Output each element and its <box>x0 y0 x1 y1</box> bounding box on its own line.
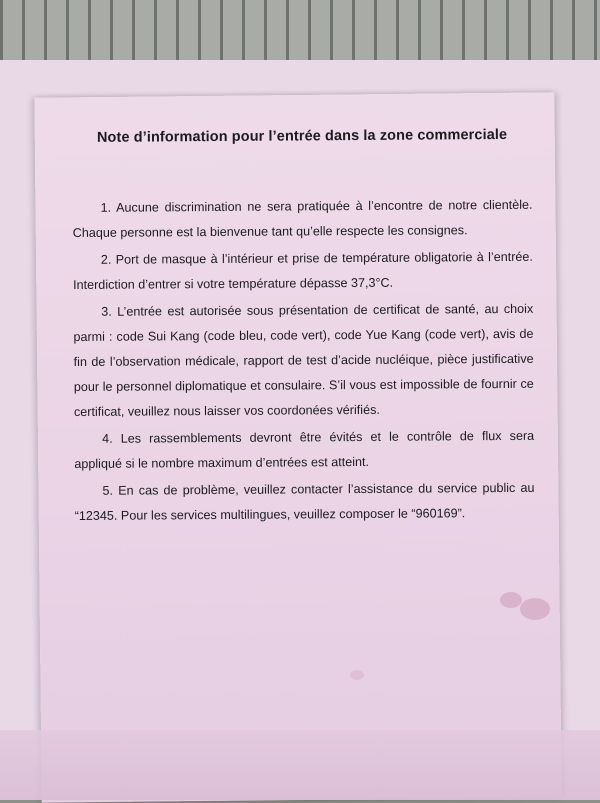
item-text: Port de masque à l’intérieur et prise de température obligatorie à l’entrée. Interdiction d’entrer si votre température dépasse 37,3°C. <box>73 249 533 292</box>
item-number: 4. <box>102 431 121 446</box>
item-text: Les rassemblements devront être évités et le contrôle de flux sera appliqué si le nombre maximum d’entrées est atteint. <box>74 428 535 471</box>
paper-bottom-edge <box>0 730 600 800</box>
item-number: 3. <box>101 304 118 319</box>
item-number: 5. <box>102 483 119 498</box>
item-text: L’entrée est autorisée sous présentation de certificat de santé, au choix parmi : code Sui Kang (code bleu, code vert), code Yue Kang (code vert), avis de fin de l’observation médicale, rapport de test d’acide nucléique, pièce justificative pour le personnel diplomatique et consulaire. S’il vous est impossible de fournir ce certificat, veuillez nous laisser vos coordonées vérifiés. <box>73 301 534 419</box>
paper-stain <box>500 592 522 608</box>
notice-item-1 <box>72 193 532 246</box>
notice-item-3 <box>73 297 534 425</box>
notice-item-5 <box>74 476 534 529</box>
item-number: 1. <box>100 200 117 215</box>
notice-content <box>72 127 535 531</box>
notice-item-4 <box>74 424 534 477</box>
notice-title: Note d’information pour l’entrée dans la zone commerciale <box>96 126 508 146</box>
item-number: 2. <box>100 252 116 267</box>
item-text: Aucune discrimination ne sera pratiquée à l’encontre de notre clientèle. Chaque personne est la bienvenue tant qu’elle respecte les consignes. <box>72 197 533 240</box>
item-text: En cas de problème, veuillez contacter l’assistance du service public au “12345. Pour les services multilingues, veuillez composer le “960169”. <box>74 480 535 523</box>
paper-stain <box>350 670 364 680</box>
paper-stain <box>520 598 550 620</box>
notice-item-2 <box>73 245 533 298</box>
